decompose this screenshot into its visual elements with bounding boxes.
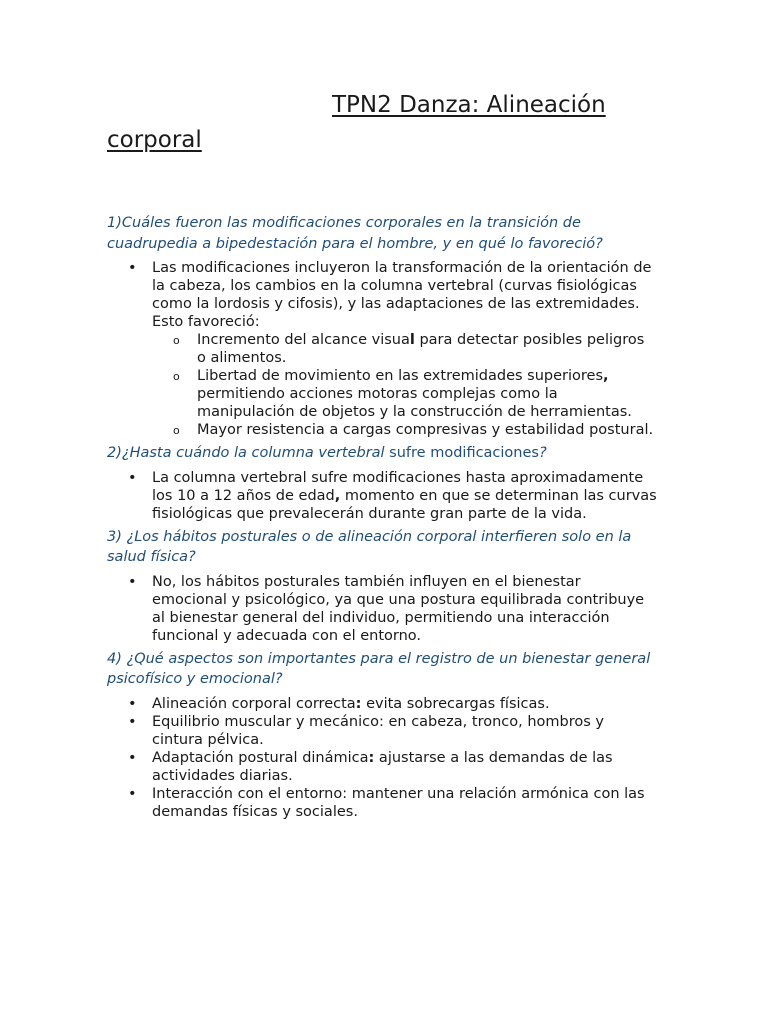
list-item: • La columna vertebral sufre modificaciones hasta aproximadamente los 10 a 12 años de edad, momento en que se determinan las curvas fisiológicas que prevalecerán durante gran parte de la vida. xyxy=(152,469,657,523)
sub-list-item: o Incremento del alcance visual para detectar posibles peligros o alimentos. xyxy=(197,331,657,367)
sub-list-item: o Libertad de movimiento en las extremidades superiores, permitiendo acciones motoras complejas como la manipulación de objetos y la construcción de herramientas. xyxy=(197,367,657,421)
list-item: • Interacción con el entorno: mantener una relación armónica con las demandas físicas y sociales. xyxy=(152,785,657,821)
list-item: • Las modificaciones incluyeron la transformación de la orientación de la cabeza, los cambios en la columna vertebral (curvas fisiológicas como la lordosis y cifosis), y las adaptaciones de las extremidades. Esto favoreció: o Incremento del alcance visual para detectar posibles peligros o alimentos. o Libertad de movimiento en las extremidades superiores, permitiendo acciones motoras complejas como la manipulación de objetos y la construcción de herramientas. o Mayor resistencia a cargas compresivas y estabilidad postural. xyxy=(152,259,657,439)
list-item: • Equilibrio muscular y mecánico: en cabeza, tronco, hombros y cintura pélvica. xyxy=(152,713,657,749)
answer-list-2 xyxy=(107,469,657,523)
list-item: • Adaptación postural dinámica: ajustarse a las demandas de las actividades diarias. xyxy=(152,749,657,785)
question-1: 1)Cuáles fueron las modificaciones corporales en la transición de cuadrupedia a bipedestación para el hombre, y en qué lo favoreció? xyxy=(107,215,603,252)
question-4: 4) ¿Qué aspectos son importantes para el registro de un bienestar general psicofísico y emocional? xyxy=(107,650,651,687)
answer-list-4 xyxy=(107,695,657,821)
document-body xyxy=(107,213,657,825)
sub-list-1 xyxy=(152,331,657,439)
sub-list-item: o Mayor resistencia a cargas compresivas y estabilidad postural. xyxy=(197,421,657,439)
question-2: 2)¿Hasta cuándo la columna vertebral sufre modificaciones? xyxy=(107,445,547,461)
answer-list-3 xyxy=(107,573,657,645)
answer-list-1 xyxy=(107,259,657,439)
list-item: • No, los hábitos posturales también influyen en el bienestar emocional y psicológico, ya que una postura equilibrada contribuye al bienestar general del individuo, permitiendo una interacción funcional y adecuada con el entorno. xyxy=(152,573,657,645)
question-3: 3) ¿Los hábitos posturales o de alineación corporal interfieren solo en la salud física? xyxy=(107,528,632,565)
document-title: TPN2 Danza: Alineación corporal xyxy=(107,92,606,153)
list-item: • Alineación corporal correcta: evita sobrecargas físicas. xyxy=(152,695,657,713)
